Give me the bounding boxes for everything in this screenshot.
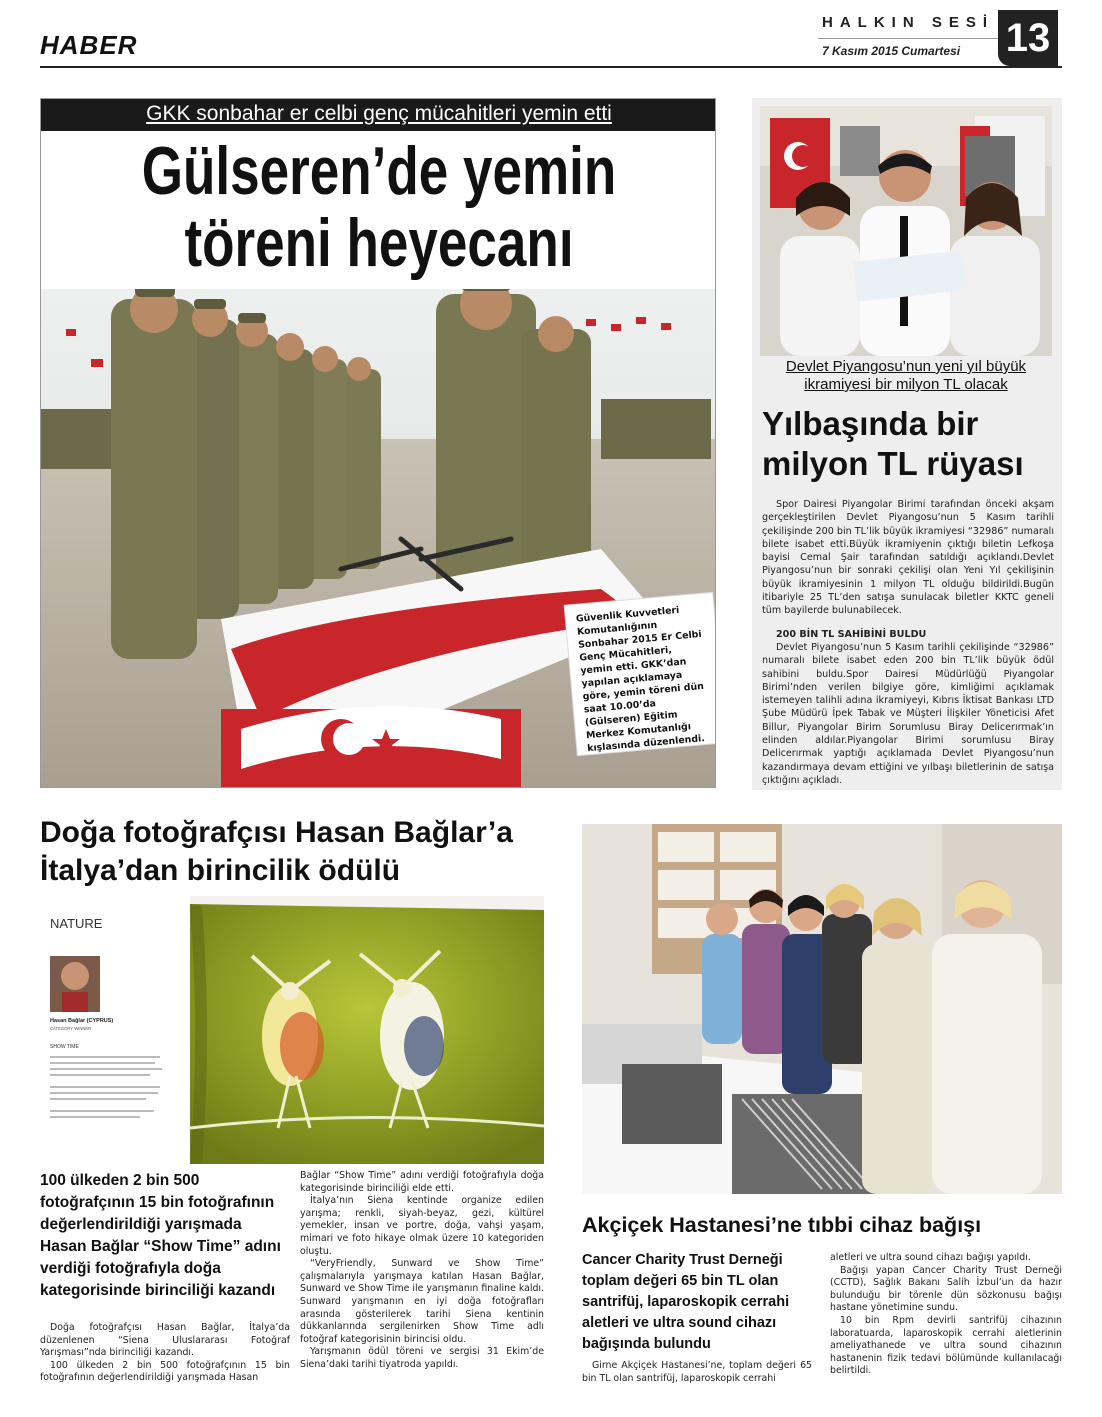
hospital-lede: Cancer Charity Trust Derneği toplam değeri 65 bin TL olan santrifüj, laparoskopik cerrahi aletleri ve ultra sound cihazı bağışında bulundu	[582, 1252, 790, 1352]
photographer-col2-p2: İtalya’nın Siena kentinde organize edilen yarışma; renkli, siyah-beyaz, gezi, kültürel yemekler, insan ve portre, doğa, vahşi yaşam, mimari ve foto hikaye olmak üzere 10 kategoriden oluştu.	[300, 1195, 544, 1257]
magazine-section-label: NATURE	[50, 916, 103, 931]
hospital-col2-p3: 10 bin Rpm devirli santrifüj cihazının laboratuarda, laparoskopik cerrahi aletlerinin ameliyathanede ve ultra sound cihazının hastanenin fizik tedavi bölümünde kullanılacağı belirtildi.	[830, 1314, 1062, 1377]
photographer-col2-p3: “VeryFriendly, Sunward ve Show Time” çalışmalarıyla yarışmaya katılan Hasan Bağlar, Sunward ve Show Time ile yarışmanın finaline kaldı. Sunward yarışmanın en iyi doğa fotoğrafları arasında gösterilerek tarihi Siena kentinin dükkanlarında sergilenirken Show Time adlı fotoğraf kategorisinin birincisi oldu.	[300, 1258, 544, 1345]
lottery-story	[752, 98, 1062, 790]
lottery-subhead: 200 BİN TL SAHİBİNİ BULDU	[776, 628, 927, 640]
masthead	[818, 10, 1058, 66]
photographer-col2-p4: Yarışmanın ödül töreni ve sergisi 31 Ekim’de Siena’daki tarihi tiyatroda yapıldı.	[300, 1346, 544, 1370]
magazine-photo-title: SHOW TIME	[50, 1044, 79, 1050]
page-number: 13	[998, 10, 1058, 66]
hospital-col2-p1: aletleri ve ultra sound cihazı bağışı yapıldı.	[830, 1252, 1031, 1263]
lottery-headline: Yılbaşında bir milyon TL rüyası	[762, 405, 1024, 482]
hospital-headline: Akçiçek Hastanesi’ne tıbbi cihaz bağışı	[582, 1213, 982, 1237]
photographer-headline-line1: Doğa fotoğrafçısı Hasan Bağlar’a	[40, 816, 513, 849]
photographer-headline-line2: İtalya’dan birincilik ödülü	[40, 854, 401, 887]
photographer-col2-p1: Bağlar “Show Time” adını verdiği fotoğrafıyla doğa kategorisinde birinciliği elde etti.	[300, 1170, 544, 1194]
issue-date: 7 Kasım 2015 Cumartesi	[822, 44, 961, 58]
photographer-column-1	[40, 1322, 290, 1385]
paper-name: HALKIN SESİ	[822, 14, 995, 31]
hospital-col2-p2: Bağışı yapan Cancer Charity Trust Derneği (CCTD), Sağlık Bakanı Salih İzbul’un da hazır bulunduğu bir törenle dün sözkonusu bağışı hastane yönetimine sundu.	[830, 1264, 1062, 1314]
main-headline-line2: töreni heyecanı	[184, 205, 574, 281]
lottery-photo-caption: Devlet Piyangosu’nun yeni yıl büyük ikramiyesi bir milyon TL olacak	[785, 358, 1027, 393]
hospital-col1-p1: Girne Akçiçek Hastanesi’ne, toplam değeri 65 bin TL olan santrifüj, laparoskopik cerrahi	[582, 1360, 812, 1384]
hospital-column-2	[830, 1252, 1062, 1378]
photographer-column-2	[300, 1170, 544, 1372]
magazine-category: CATEGORY WINNER	[50, 1026, 92, 1031]
hospital-donation-photo	[582, 824, 1062, 1194]
main-headline-line1: Gülseren’de yemin	[141, 133, 617, 209]
magazine-spread-photo	[40, 896, 544, 1164]
photographer-lede: 100 ülkeden 2 bin 500 fotoğrafçının 15 bin fotoğrafının değerlendirildiği yarışmada Hasan Bağlar “Show Time” adını verdiği fotoğrafıyla doğa kategorisinde birinciliği kazandı	[40, 1172, 281, 1299]
main-headline	[115, 135, 642, 279]
main-story	[40, 98, 716, 788]
lottery-paragraph-1: Spor Dairesi Piyangolar Birimi tarafından önceki akşam gerçekleştirilen Devlet Piyangosu’nun 5 Kasım tarihli çekilişinde 200 bin TL’lik büyük ikramiyesi “32986” numaralı bilete isabet etti.Büyük ikramiyenin çıktığı biletin Lefkoşa bayisi Cemal Şair tarafından satıldığı açıklandı.Devlet Piyangosu’nun bir sonraki çekilişi olan Yeni Yıl çekilişinin büyük ikramiyesinin 1 milyon TL olduğu bildirildi.Bugün itibariyle 25 TL’den satışa sunulacak biletler KKTC geneli tüm bayilerde bulunabilecek.	[762, 499, 1054, 617]
main-photo-caption: Güvenlik Kuvvetleri Komutanlığının Sonbahar 2015 Er Celbi Genç Mücahitleri, yemin etti. GKK’dan yapılan açıklamaya göre, yemin töreni dün saat 10.00’da (Gülseren) Eğitim Merkez Komutanlığı kışlasında düzenlendi.	[565, 593, 716, 755]
section-label: HABER	[40, 30, 138, 60]
lottery-body	[762, 498, 1054, 787]
masthead-divider	[818, 38, 998, 39]
photographer-col1-p1: Doğa fotoğrafçısı Hasan Bağlar, İtalya’da düzenlenen “Siena Uluslararası Fotoğraf Yarışması”nda birinciliği kazandı.	[40, 1322, 290, 1359]
lottery-photo	[760, 106, 1052, 356]
photographer-headline	[40, 814, 560, 890]
main-kicker: GKK sonbahar er celbi genç mücahitleri yemin etti	[41, 99, 716, 131]
magazine-photographer: Hasan Bağlar (CYPRUS)	[50, 1018, 114, 1024]
photographer-col1-p2: 100 ülkeden 2 bin 500 fotoğrafçının 15 bin fotoğrafının değerlendirildiği yarışmada Hasan	[40, 1359, 290, 1384]
header-rule	[40, 66, 1062, 68]
lottery-paragraph-2: Devlet Piyangosu’nun 5 Kasım tarihli çekilişinde “32986” numaralı bilete isabet eden 200 bin TL’lik büyük ödül sahibini buldu.Spor Dairesi Müdürlüğü Piyangolar Birimi’nden verilen bilgiye göre, kimliğimi açıklamak istemeyen talihli adına ikramiyeyi, Kıbrıs İktisat Bankası LTD Şube Müdürü İpek Tabak ve Müşteri İlişkiler Yöneticisi Afet Billur, Piyangolar Birim Sorumlusu Biray Delicerırmak’ın elinden aldılar.Piyangolar Birimi sorumlusu Biray Delicerırmak yaptığı açıklamada Devlet Piyangosu’nun kazandırmaya devam ettiğini ve yılbaşı biletlerinin de satışa çıktığını açıkladı.	[762, 641, 1054, 786]
hospital-column-1	[582, 1360, 812, 1385]
